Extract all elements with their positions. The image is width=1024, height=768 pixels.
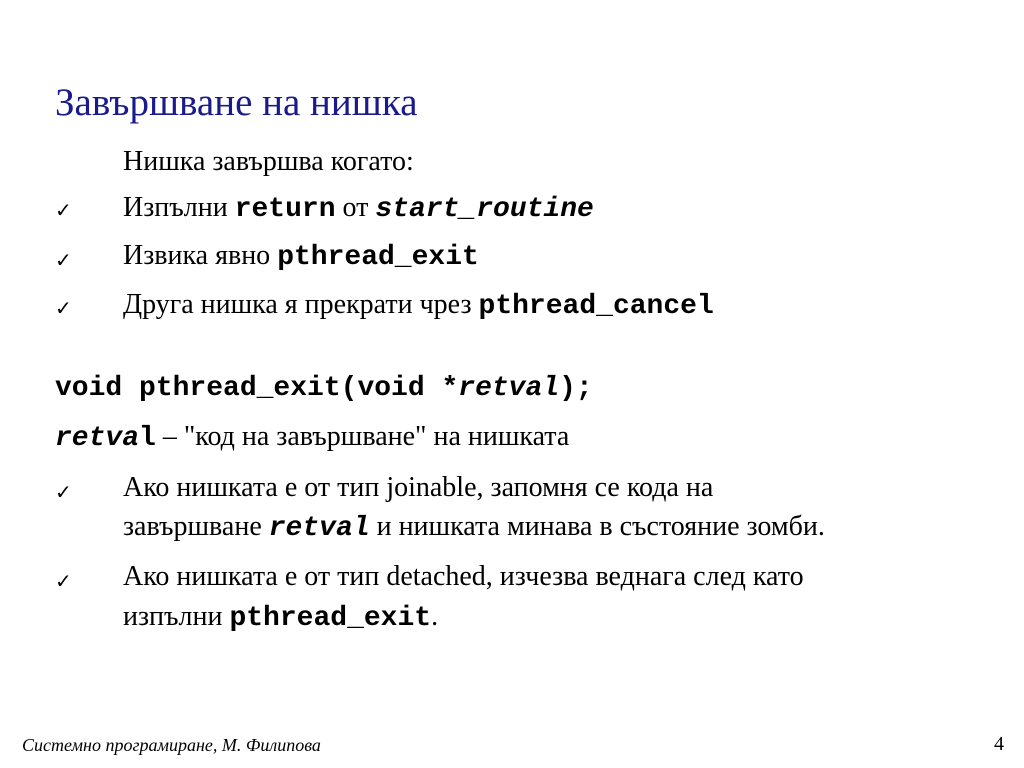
signature-part1: void pthread_exit(void * — [55, 373, 459, 404]
code-pthread-exit: pthread_exit — [229, 603, 432, 634]
checkmark-icon: ✓ — [55, 569, 72, 593]
detached-line1: Ако нишката е от тип detached, изчезва веднага след като — [123, 561, 804, 592]
page-number: 4 — [994, 733, 1004, 755]
retval-desc: – "код на завършване" на нишката — [155, 421, 570, 452]
joinable-line2-end: и нишката минава в състояние зомби. — [369, 511, 825, 542]
joinable-line2 — [123, 511, 825, 545]
retval-param: retva — [55, 423, 140, 454]
code-return: return — [234, 194, 336, 225]
joinable-line2-start: завършване — [123, 511, 269, 542]
joinable-line1: Ако нишката е от тип joinable, запомня се кода на — [123, 472, 714, 503]
slide-title: Завършване на нишка — [55, 81, 418, 124]
checkmark-icon: ✓ — [55, 296, 72, 320]
bullet-mid: от — [335, 192, 376, 223]
checkmark-icon: ✓ — [55, 198, 72, 222]
bullet-pthread-exit — [123, 240, 479, 274]
bullet-text: Изпълни — [123, 192, 235, 223]
detached-line2-end: . — [431, 601, 439, 632]
detached-line2 — [123, 601, 438, 635]
retval-description — [55, 421, 569, 455]
bullet-text: Друга нишка я прекрати чрез — [123, 289, 479, 320]
signature-part2: ); — [559, 373, 593, 404]
footer-course: Системно програмиране, М. Филипова — [22, 735, 321, 755]
code-start-routine: start_routine — [375, 194, 594, 225]
intro-text: Нишка завършва когато: — [123, 146, 414, 177]
code-pthread-cancel: pthread_cancel — [478, 291, 714, 322]
bullet-return — [123, 192, 594, 226]
detached-line2-start: изпълни — [123, 601, 230, 632]
code-retval: retval — [268, 513, 370, 544]
bullet-text: Извика явно — [123, 240, 278, 271]
code-pthread-exit: pthread_exit — [277, 242, 479, 273]
function-signature — [55, 371, 593, 405]
retval-param-tail: l — [139, 423, 156, 454]
bullet-pthread-cancel — [123, 289, 714, 323]
checkmark-icon: ✓ — [55, 480, 72, 504]
checkmark-icon: ✓ — [55, 248, 72, 272]
signature-param: retval — [458, 373, 560, 404]
